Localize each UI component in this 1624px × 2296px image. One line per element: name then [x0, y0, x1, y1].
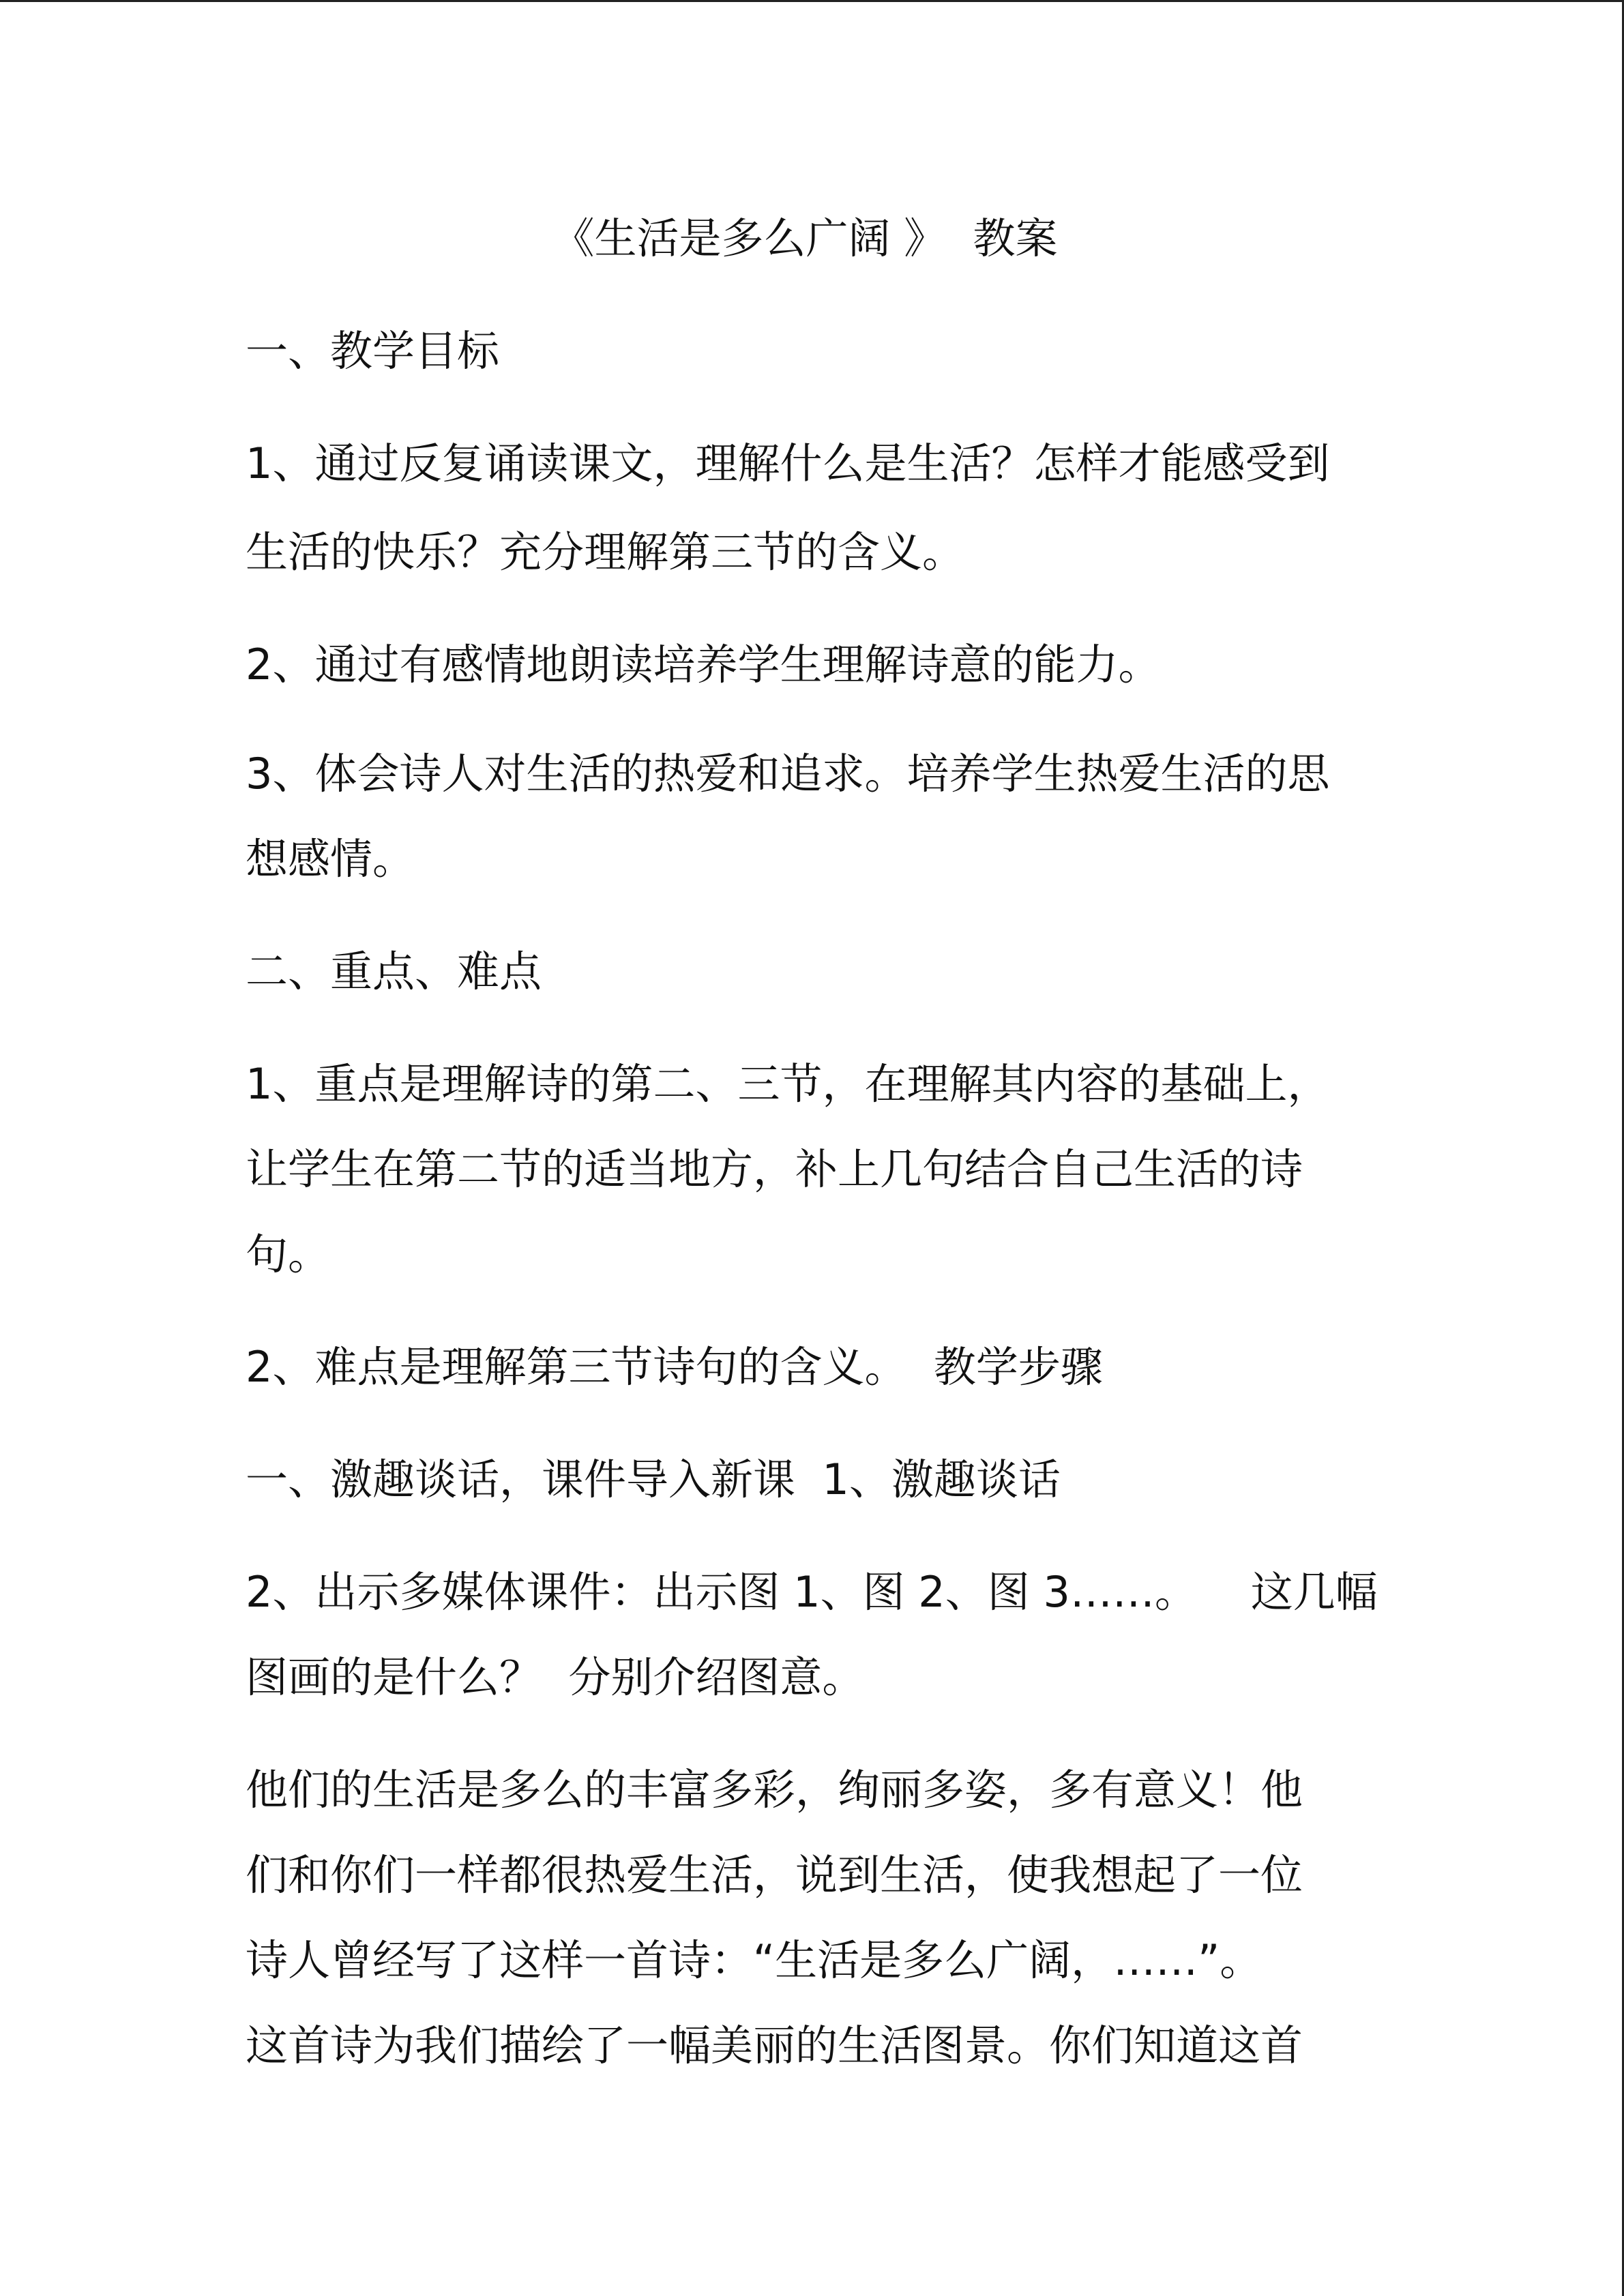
section-heading-steps: 一、激趣谈话，课件导入新课 1、激趣谈话 — [246, 1455, 1061, 1504]
section-heading-objectives: 一、教学目标 — [246, 326, 500, 376]
paragraph-line: 们和你们一样都很热爱生活，说到生活，使我想起了一位 — [246, 1850, 1303, 1900]
paragraph-line: 1、通过反复诵读课文，理解什么是生活？怎样才能感受到 — [246, 438, 1330, 488]
paragraph-line: 让学生在第二节的适当地方，补上几句结合自己生活的诗 — [246, 1144, 1303, 1194]
paragraph-line: 句。 — [246, 1229, 331, 1279]
paragraph-line: 2、通过有感情地朗读培养学生理解诗意的能力。 — [246, 640, 1161, 689]
paragraph-line: 想感情。 — [246, 834, 415, 884]
paragraph-line: 1、重点是理解诗的第二、三节，在理解其内容的基础上， — [246, 1059, 1330, 1109]
section-heading-key-points: 二、重点、难点 — [246, 946, 542, 996]
paragraph-line: 3、体会诗人对生活的热爱和追求。培养学生热爱生活的思 — [246, 749, 1330, 799]
paragraph-line: 生活的快乐？充分理解第三节的含义。 — [246, 527, 965, 577]
paragraph-line: 2、难点是理解第三节诗句的含义。 教学步骤 — [246, 1342, 1103, 1392]
paragraph-line: 2、出示多媒体课件：出示图 1、图 2、图 3……。 这几幅 — [246, 1567, 1378, 1617]
paragraph-line: 这首诗为我们描绘了一幅美丽的生活图景。你们知道这首 — [246, 2021, 1303, 2070]
paragraph-line: 他们的生活是多么的丰富多彩，绚丽多姿，多有意义！他 — [246, 1765, 1303, 1815]
document-title: 《生活是多么广阔 》 教案 — [552, 213, 1058, 263]
paragraph-line: 诗人曾经写了这样一首诗：“生活是多么广阔，……”。 — [246, 1935, 1263, 1985]
paragraph-line: 图画的是什么？ 分别介绍图意。 — [246, 1652, 865, 1702]
